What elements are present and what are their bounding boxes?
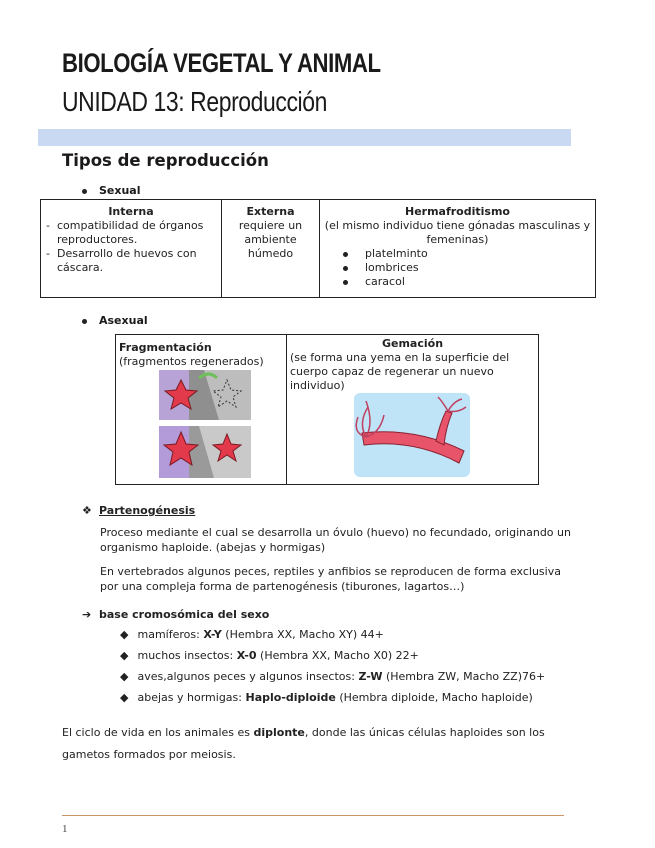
interna-title: Interna [108, 205, 154, 218]
list-item: platelminto [363, 247, 592, 261]
closing-paragraph [62, 722, 587, 766]
cell-fragmentacion [116, 335, 287, 485]
starfish-fragmentation-illustration [159, 370, 251, 478]
bullet-dot-icon [82, 319, 87, 324]
gemacion-title: Gemación [381, 337, 444, 350]
partenogenesis-paragraph-1: Proceso mediante el cual se desarrolla un óvulo (huevo) no fecundado, originando un organismo haploide. (abejas y hormigas) [100, 526, 571, 554]
asexual-bullet [82, 314, 148, 327]
partenogenesis-heading [82, 504, 195, 517]
cell-externa [222, 200, 320, 298]
cell-gemacion [287, 335, 539, 485]
item-bold: X-0 [236, 649, 257, 662]
list-item [120, 649, 419, 662]
item-text: abejas y hormigas: [137, 691, 246, 704]
item-text: (Hembra diploide, Macho haploide) [335, 691, 533, 704]
closing-bold: diplonte [253, 726, 305, 739]
header-band [38, 129, 571, 146]
interna-list [44, 219, 218, 275]
hermafroditismo-text: (el mismo individuo tiene gónadas masculinas y femeninas) [324, 219, 591, 246]
list-item: - Desarrollo de huevos con cáscara. [44, 247, 218, 275]
hydra-budding-illustration [354, 393, 470, 477]
hermafroditismo-title: Hermafroditismo [405, 205, 510, 218]
sexual-bullet [82, 184, 141, 197]
diamond-bullet-icon: ◆ [120, 628, 129, 641]
partenogenesis-label: Partenogénesis [99, 504, 196, 517]
item-bold: Z-W [358, 670, 383, 683]
cell-hermafroditismo [320, 200, 596, 298]
hermafroditismo-list [323, 247, 592, 289]
section-title: Tipos de reproducción [62, 151, 269, 170]
externa-text: requiere un ambiente húmedo [238, 219, 303, 260]
list-item [120, 628, 384, 641]
base-heading [82, 608, 269, 621]
list-item: lombrices [363, 261, 592, 275]
asexual-table [115, 334, 539, 485]
diamond-icon: ❖ [82, 504, 92, 517]
list-item: caracol [363, 275, 592, 289]
unit-subtitle: UNIDAD 13: Reproducción [62, 86, 327, 117]
closing-text: El ciclo de vida en los animales es [62, 726, 254, 739]
list-item: - compatibilidad de órganos reproductores. [44, 219, 218, 247]
base-label: base cromosómica del sexo [99, 608, 270, 621]
item-text: mamíferos: [137, 628, 204, 641]
item-text: (Hembra XX, Macho XY) 44+ [221, 628, 384, 641]
list-item [120, 670, 545, 683]
item-text: (Hembra ZW, Macho ZZ)76+ [382, 670, 546, 683]
closing-text: , donde las únicas células haploides son los gametos formados por meiosis. [62, 726, 545, 761]
asexual-label: Asexual [99, 314, 148, 327]
externa-title: Externa [246, 205, 295, 218]
diamond-bullet-icon: ◆ [120, 691, 129, 704]
footer-divider [62, 815, 564, 816]
arrow-right-icon: ➔ [82, 608, 92, 621]
item-text: aves,algunos peces y algunos insectos: [137, 670, 359, 683]
gemacion-text: (se forma una yema en la superficie del cuerpo capaz de regenerar un nuevo individuo) [290, 351, 510, 392]
document-title: BIOLOGÍA VEGETAL Y ANIMAL [62, 48, 381, 78]
fragmentacion-title: Fragmentación [119, 341, 212, 354]
diamond-bullet-icon: ◆ [120, 649, 129, 662]
item-text: muchos insectos: [137, 649, 237, 662]
list-item [120, 691, 533, 704]
page-number: 1 [62, 823, 68, 835]
fragmentacion-text: (fragmentos regenerados) [119, 355, 264, 368]
partenogenesis-paragraph-2: En vertebrados algunos peces, reptiles y anfibios se reproducen de forma exclusiva por una compleja forma de partenogénesis (tiburones, lagartos…) [100, 565, 561, 593]
item-bold: X-Y [203, 628, 222, 641]
item-text: (Hembra XX, Macho X0) 22+ [256, 649, 419, 662]
diamond-bullet-icon: ◆ [120, 670, 129, 683]
sexual-label: Sexual [99, 184, 141, 197]
cell-interna [41, 200, 222, 298]
item-bold: Haplo-diploide [245, 691, 336, 704]
sexual-table [40, 199, 596, 298]
bullet-dot-icon [82, 189, 87, 194]
